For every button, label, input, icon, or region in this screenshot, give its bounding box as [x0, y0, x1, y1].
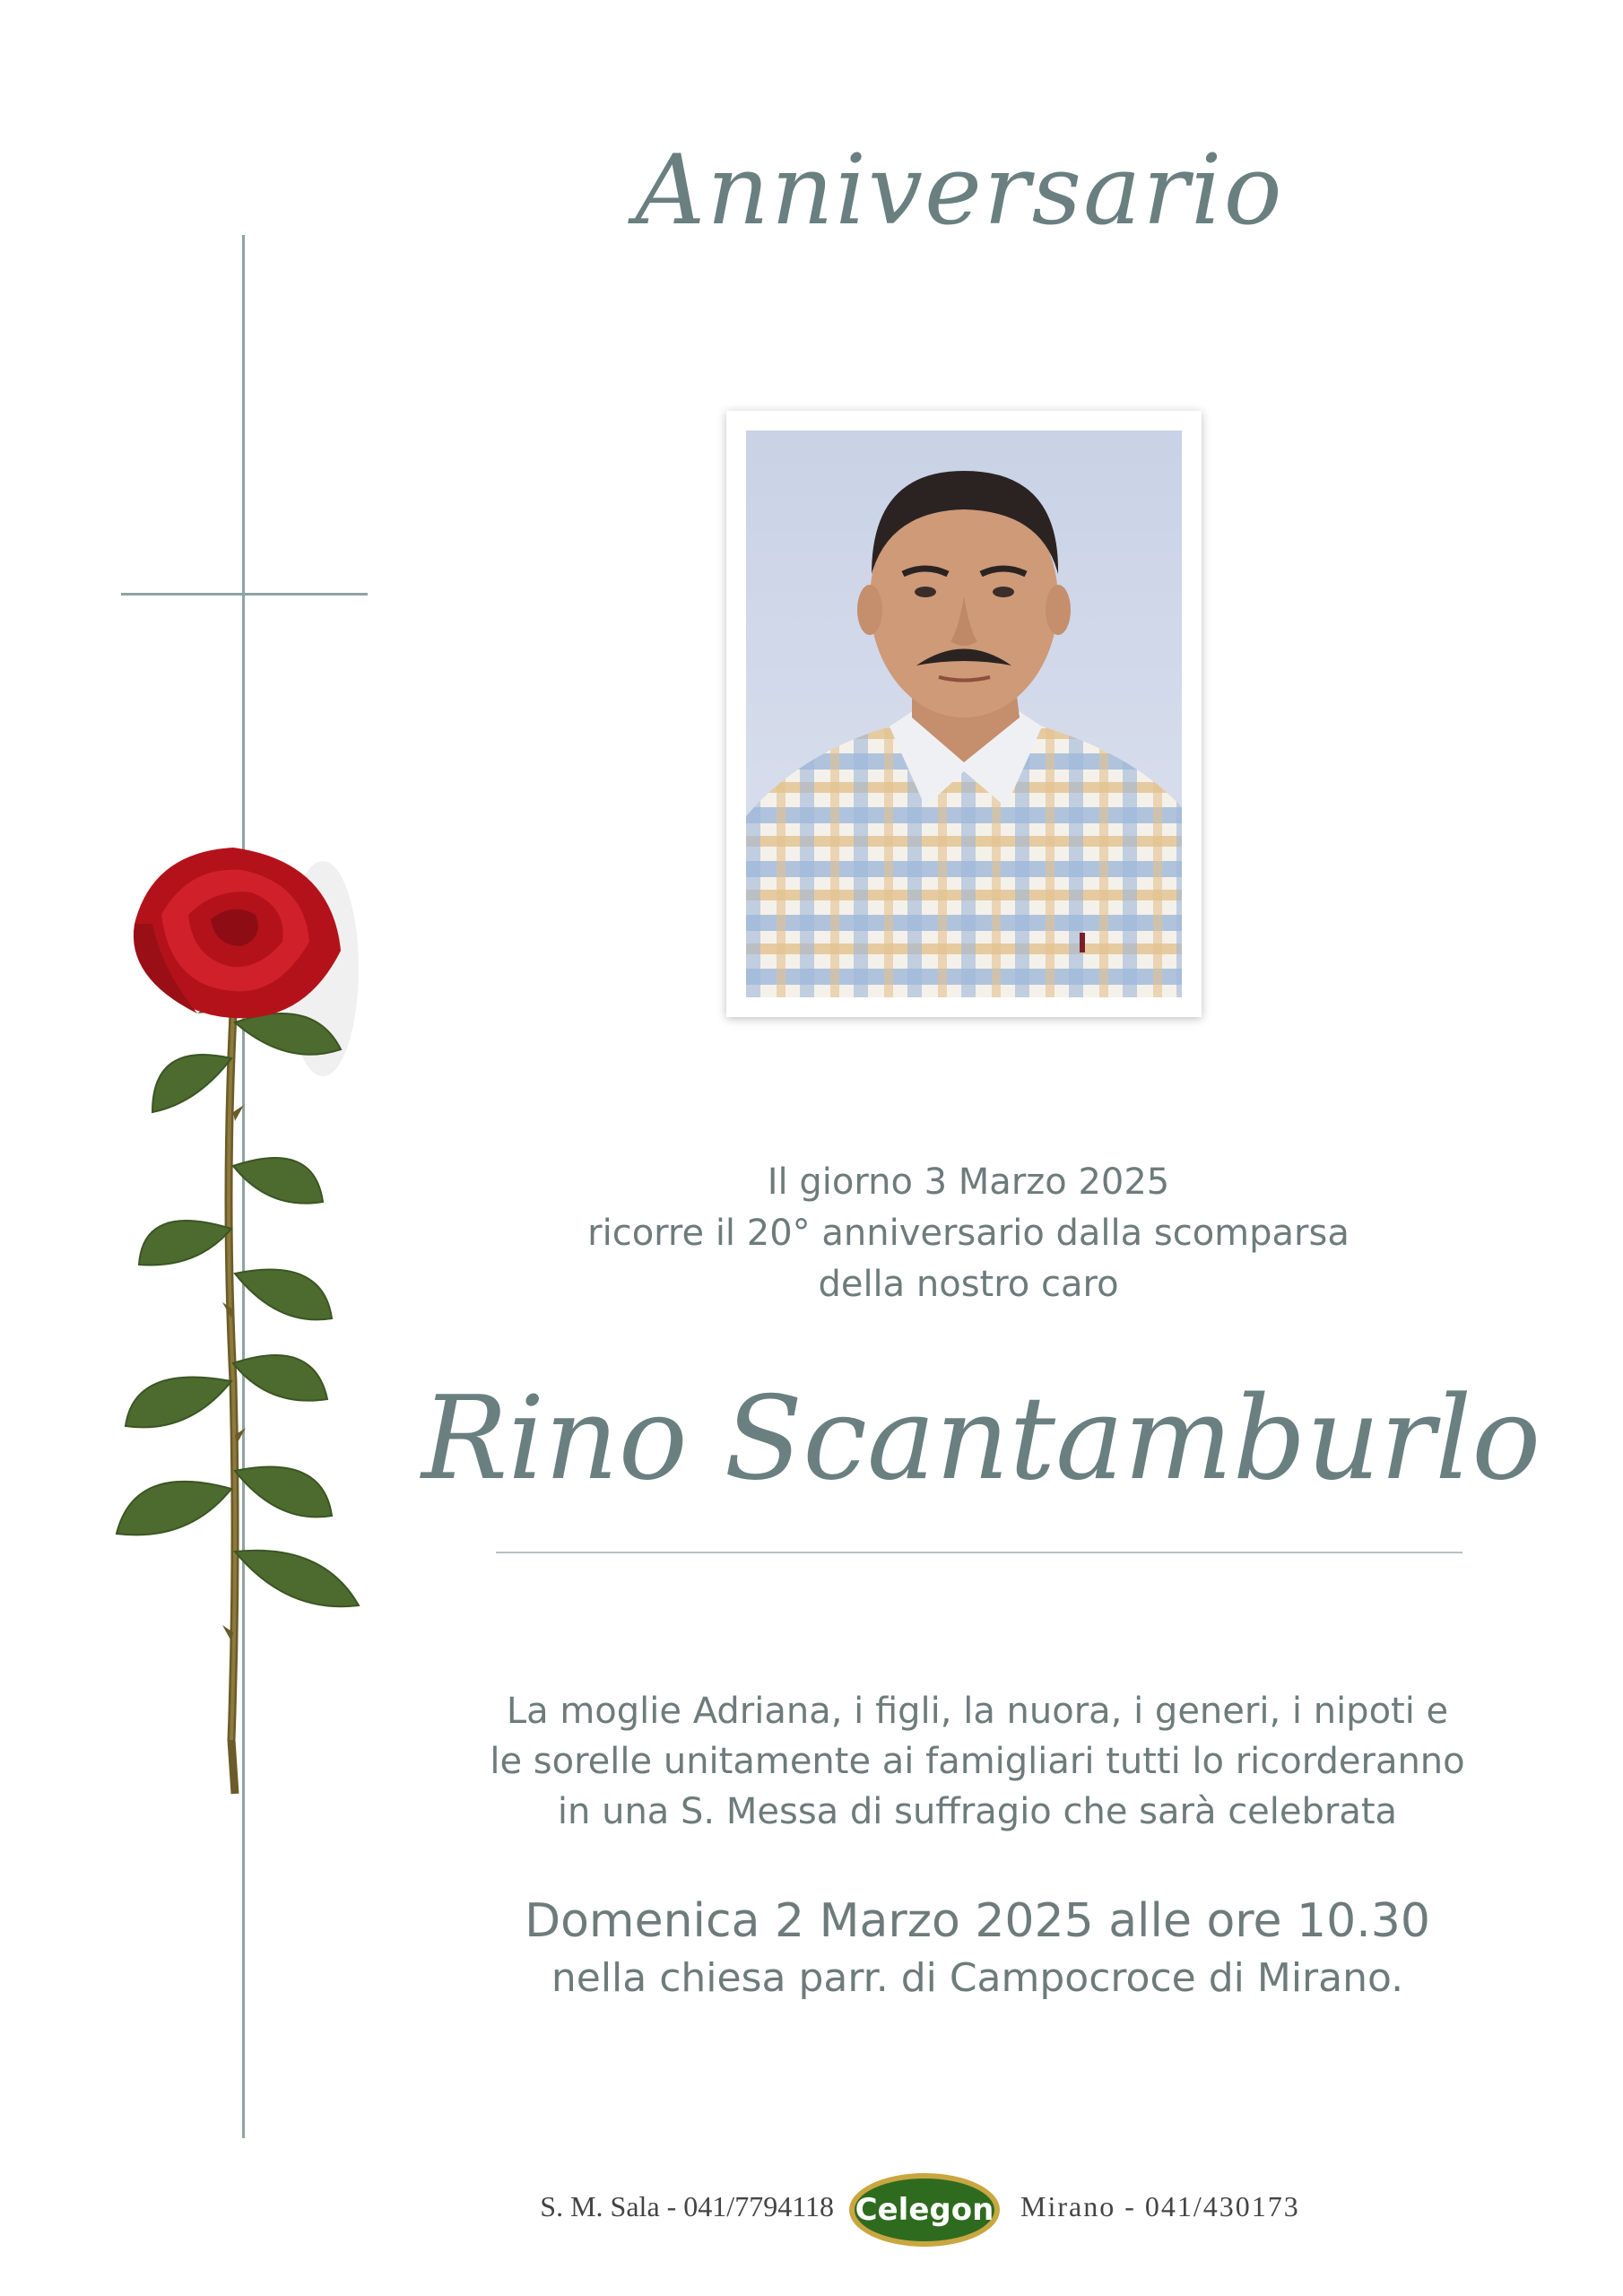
portrait-photo-frame: [726, 411, 1202, 1017]
intro-line-3: della nostro caro: [818, 1264, 1119, 1305]
page-title: Anniversario: [635, 135, 1284, 247]
name-divider: [496, 1552, 1462, 1553]
intro-line-1: Il giorno 3 Marzo 2025: [767, 1161, 1170, 1203]
footer-contact-sala: S. M. Sala - 041/7794118: [540, 2190, 834, 2222]
footer-contact-mirano: Mirano - 041/430173: [1020, 2190, 1300, 2222]
deceased-name: Rino Scantamburlo: [421, 1372, 1541, 1506]
intro-line-2: ricorre il 20° anniversario dalla scomparsa: [587, 1213, 1350, 1254]
celegon-logo: [847, 2171, 1002, 2248]
portrait-photo: [746, 430, 1182, 997]
mass-date-time: Domenica 2 Marzo 2025 alle ore 10.30: [525, 1894, 1430, 1948]
mass-details: [448, 1891, 1506, 2005]
mass-location: nella chiesa parr. di Campocroce di Mirano.: [551, 1955, 1404, 2001]
cross-horizontal-line: [121, 593, 368, 596]
red-rose-illustration: [99, 843, 386, 1830]
family-line-1: La moglie Adriana, i figli, la nuora, i generi, i nipoti e: [506, 1691, 1449, 1732]
logo-text: Celegon: [855, 2192, 994, 2228]
family-line-2: le sorelle unitamente ai famigliari tutti lo ricorderanno: [490, 1741, 1465, 1782]
anniversary-intro: [520, 1157, 1417, 1310]
family-announcement: [448, 1686, 1506, 1837]
family-line-3: in una S. Messa di suffragio che sarà celebrata: [557, 1791, 1398, 1832]
